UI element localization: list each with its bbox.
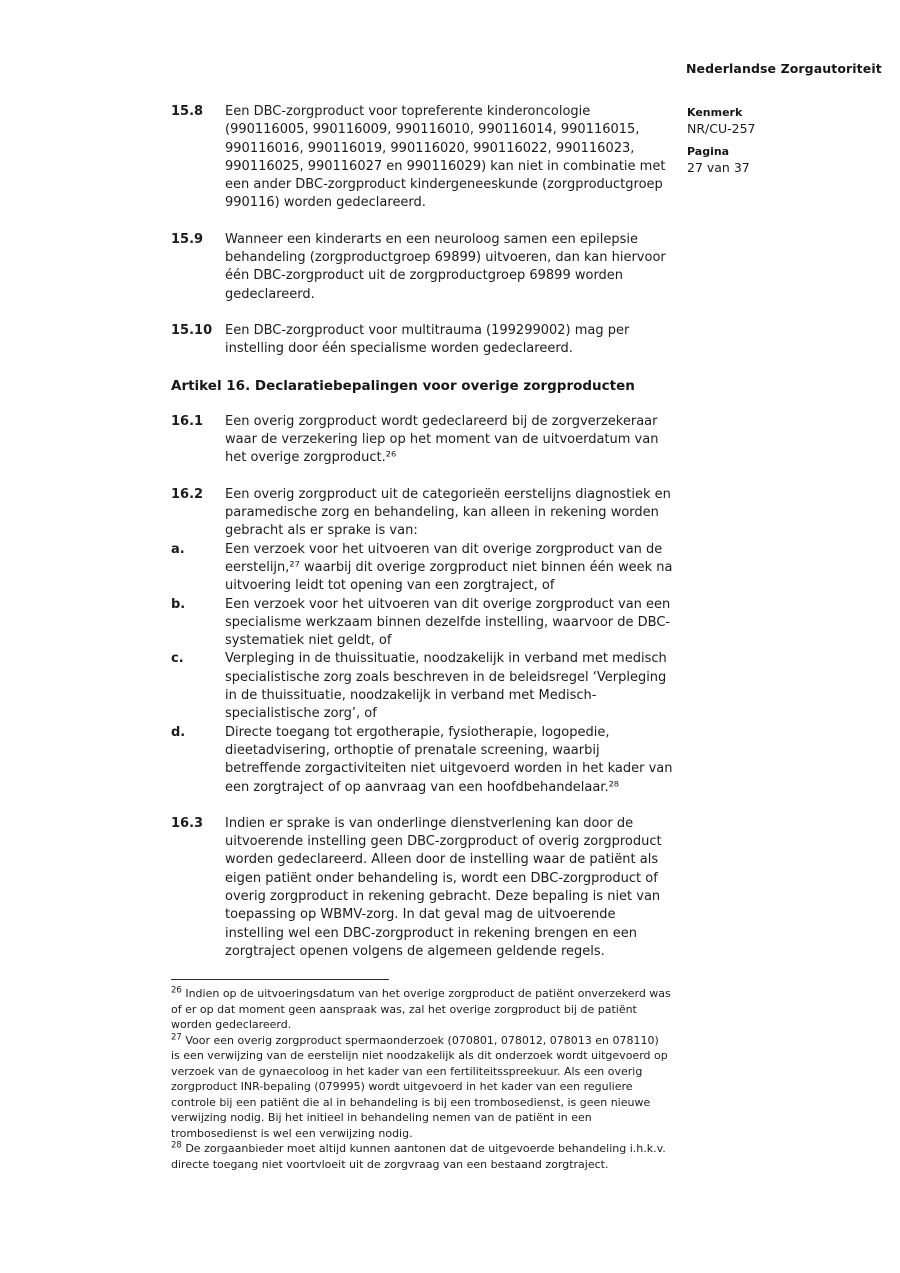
clause-number: 15.8 [171,104,204,119]
list-item-text: Directe toegang tot ergotherapie, fysiotherapie, logopedie, dieetadvisering, orthoptie of prenatale screening, waarbij betreffende zorgactiviteiten niet uitgevoerd worden in het kader van een zorgtraject of op aanvraag van een hoofdbehandelaar.²⁸ [225,724,673,795]
footnote-marker: 26 [171,985,182,996]
clause-text: Indien er sprake is van onderlinge dienstverlening kan door de uitvoerende instelling geen DBC-zorgproduct of overig zorgproduct worden gedeclareerd. Alleen door de instelling waar de patiënt als eigen patiënt onder behandeling is, wordt een DBC-zorgproduct of overig zorgproduct in rekening gebracht. Deze bepaling is niet van toepassing op WBMV-zorg. In dat geval mag de uitvoerende instelling wel een DBC-zorgproduct in rekening brengen en een zorgtraject openen volgens de algemeen geldende regels. [225,815,662,959]
clause-text: Een DBC-zorgproduct voor topreferente kinderoncologie (990116005, 990116009, 990116010, 990116014, 990116015, 990116016, 990116019, 990116020, 990116022, 990116023, 990116025, 990116027 en 990116029) kan niet in combinatie met een ander DBC-zorgproduct kindergeneeskunde (zorgproductgroep 990116) worden gedeclareerd. [225,104,666,211]
pagina-value: 27 van 37 [687,160,750,175]
clause-text: Een DBC-zorgproduct voor multitrauma (199299002) mag per instelling door één specialisme worden gedeclareerd. [225,322,630,357]
list-item-letter: b. [171,596,186,612]
clause-15-10 [171,322,683,359]
footnotes-section [171,979,671,1172]
footnote-marker: 27 [171,1032,182,1043]
clause-15-9 [171,231,683,304]
clause-number: 16.3 [171,815,204,831]
clause-text: Een overig zorgproduct wordt gedeclareerd bij de zorgverzekeraar waar de verzekering liep op het moment van de uitvoerdatum van het overige zorgproduct.²⁶ [225,413,659,466]
clause-number: 16.1 [171,413,204,429]
document-body [171,103,683,1172]
clause-16-2 [171,486,683,541]
clause-number: 16.2 [171,486,204,502]
clause-number: 15.9 [171,231,204,247]
list-item-text: Verpleging in de thuissituatie, noodzakelijk in verband met medisch specialistische zorg zoals beschreven in de beleidsregel ‘Verpleging in de thuissituatie, noodzakelijk in verband met Medisch-specialistische zorg’, of [225,651,667,722]
pagina-block [687,145,857,175]
org-name: Nederlandse Zorgautoriteit [686,61,882,76]
footnote-text: Indien op de uitvoeringsdatum van het overige zorgproduct de patiënt onverzekerd was of er op dat moment geen aanspraak was, zal het overige zorgproduct bij de patiënt worden gedeclareerd. [171,987,671,1032]
clause-text: Wanneer een kinderarts en een neuroloog samen een epilepsie behandeling (zorgproductgroep 69899) uitvoeren, dan kan hiervoor één DBC-zorgproduct uit de zorgproductgroep 69899 worden gedeclareerd. [225,231,666,302]
list-item-letter: c. [171,651,184,667]
clause-16-2-c [171,650,683,723]
kenmerk-block [687,106,857,136]
kenmerk-value: NR/CU-257 [687,121,756,136]
list-item-letter: d. [171,724,186,740]
footnote-text: Voor een overig zorgproduct spermaonderzoek (070801, 078012, 078013 en 078110) is een verwijzing van de eerstelijn niet noodzakelijk als dit onderzoek wordt uitgevoerd op verzoek van de gynaecoloog in het kader van een fertiliteitsspreekuur. Als een overig zorgproduct INR-bepaling (079995) wordt uitgevoerd in het kader van een reguliere controle bij een patiënt die al in behandeling is bij een trombosedienst, is geen nieuwe verwijzing nodig. Bij het initieel in behandeling nemen van de patiënt in een trombosedienst is wel een verwijzing nodig. [171,1033,668,1140]
list-item-letter: a. [171,541,185,557]
clause-number: 15.10 [171,322,213,338]
clause-16-2-d [171,724,683,797]
clause-16-2-b [171,596,683,651]
footnote-separator [171,979,389,980]
clause-16-1 [171,413,683,468]
clause-16-2-a [171,541,683,596]
kenmerk-label: Kenmerk [687,106,743,119]
list-item-text: Een verzoek voor het uitvoeren van dit overige zorgproduct van een specialisme werkzaam binnen dezelfde instelling, waarvoor de DBC-systematiek niet geldt, of [225,596,671,649]
list-item-text: Een verzoek voor het uitvoeren van dit overige zorgproduct van de eerstelijn,²⁷ waarbij dit overige zorgproduct niet binnen één week na uitvoering leidt tot opening van een zorgtraject, of [225,541,673,594]
clause-text: Een overig zorgproduct uit de categorieën eerstelijns diagnostiek en paramedische zorg en behandeling, kan alleen in rekening worden gebracht als er sprake is van: [225,486,671,539]
pagina-label: Pagina [687,145,730,158]
footnote-27 [171,1033,671,1142]
footnote-26 [171,986,671,1033]
footnote-text: De zorgaanbieder moet altijd kunnen aantonen dat de uitgevoerde behandeling i.h.k.v. directe toegang niet voortvloeit uit de zorgvraag van een bestaand zorgtraject. [171,1142,666,1171]
page-meta [687,106,857,175]
footnote-28 [171,1141,671,1172]
clause-16-3 [171,815,683,961]
footnote-marker: 28 [171,1140,182,1151]
clause-15-8 [171,103,683,213]
article-16-heading: Artikel 16. Declaratiebepalingen voor overige zorgproducten [171,377,635,394]
